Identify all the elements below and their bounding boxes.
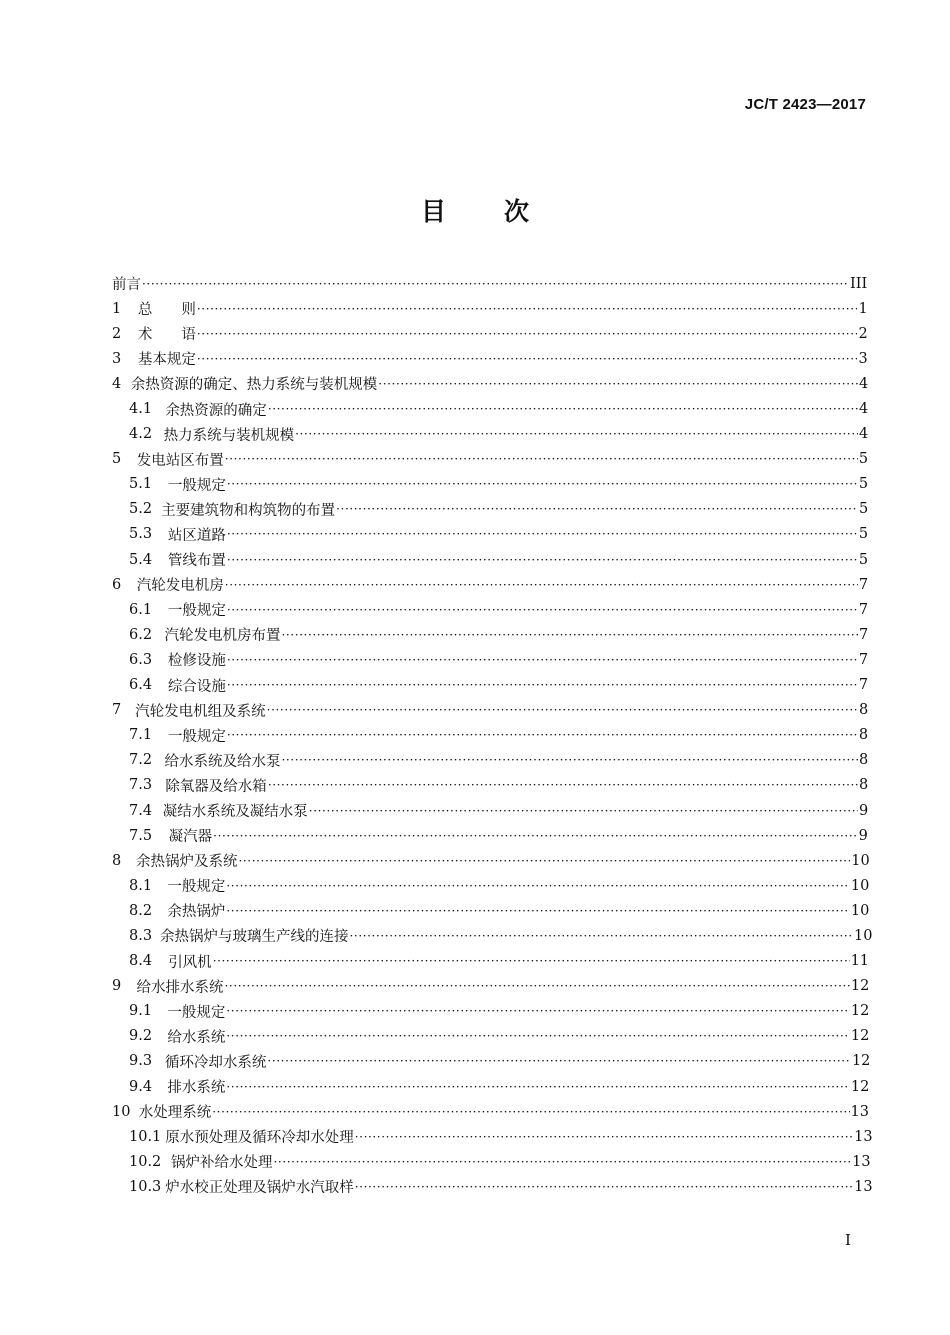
toc-entry[interactable] xyxy=(112,949,870,974)
toc-entry-page: 10 xyxy=(850,877,870,894)
toc-entry-label: 给水系统及给水泵 xyxy=(164,753,281,770)
toc-entry-page: 13 xyxy=(850,1103,869,1120)
toc-entry-page: 1 xyxy=(858,300,868,317)
toc-entry-label: 排水系统 xyxy=(167,1080,226,1097)
standard-code: JC/T 2423—2017 xyxy=(744,96,866,113)
toc-entry[interactable] xyxy=(112,371,867,396)
page-folio: I xyxy=(845,1231,851,1249)
toc-entry-label: 余热锅炉 xyxy=(167,904,226,921)
toc-entry-label: 余热资源的确定 xyxy=(165,402,267,419)
toc-entry-page: 3 xyxy=(858,350,868,367)
toc-entry-page: 7 xyxy=(858,677,869,694)
toc-leader-dots xyxy=(378,376,858,390)
toc-entry-number: 9.2 xyxy=(129,1028,153,1045)
toc-entry[interactable] xyxy=(112,1024,870,1049)
toc-leader-dots xyxy=(212,1104,849,1118)
toc-entry[interactable] xyxy=(112,647,867,672)
toc-entry-number: 10.3 xyxy=(129,1178,162,1195)
toc-entry[interactable] xyxy=(112,673,867,698)
toc-entry-number: 7.3 xyxy=(129,777,153,794)
toc-leader-dots xyxy=(227,677,858,691)
toc-entry-page: 7 xyxy=(858,601,869,618)
toc-entry[interactable] xyxy=(112,296,867,321)
toc-leader-dots xyxy=(274,1154,852,1168)
toc-leader-dots xyxy=(309,803,858,817)
toc-entry[interactable] xyxy=(112,723,867,748)
toc-entry-label: 汽轮发电机房布置 xyxy=(164,628,281,645)
toc-entry-number: 8 xyxy=(112,852,122,869)
toc-leader-dots xyxy=(227,602,858,616)
toc-entry-page: 12 xyxy=(850,978,870,995)
toc-entry[interactable] xyxy=(112,497,867,522)
toc-entry-label: 凝汽器 xyxy=(168,829,213,846)
toc-entry-label: 基本规定 xyxy=(137,352,196,369)
toc-entry-number: 8.1 xyxy=(129,877,153,894)
toc-entry-number: 8.2 xyxy=(129,902,153,919)
toc-entry-page: 5 xyxy=(858,451,869,468)
toc-entry-page: 11 xyxy=(850,953,870,970)
toc-entry-number: 1 xyxy=(112,300,122,317)
toc-leader-dots xyxy=(226,878,850,892)
toc-entry-page: 5 xyxy=(858,526,869,543)
toc-entry-page: 8 xyxy=(859,702,869,719)
toc-entry-number: 10 xyxy=(112,1103,131,1120)
toc-entry-page: 10 xyxy=(850,902,870,919)
toc-entry-page: 2 xyxy=(858,325,868,342)
toc-entry-number: 5.1 xyxy=(129,476,153,493)
toc-entry-page: 8 xyxy=(859,752,869,769)
toc-entry-page: 10 xyxy=(851,852,870,869)
toc-leader-dots xyxy=(226,1003,850,1017)
toc-leader-dots xyxy=(349,928,853,942)
toc-entry-label: 给水排水系统 xyxy=(136,979,224,996)
toc-leader-dots xyxy=(227,476,858,490)
toc-leader-dots xyxy=(213,828,858,842)
toc-leader-dots xyxy=(225,451,858,465)
toc-entry-label: 余热锅炉与玻璃生产线的连接 xyxy=(159,929,349,946)
toc-entry-label: 一般规定 xyxy=(167,1004,226,1021)
toc-entry[interactable] xyxy=(112,873,870,898)
toc-entry-number: 5.2 xyxy=(129,501,153,518)
toc-entry[interactable] xyxy=(112,848,870,873)
toc-entry[interactable] xyxy=(112,572,867,597)
toc-leader-dots xyxy=(336,501,858,515)
toc-leader-dots xyxy=(295,426,858,440)
toc-entry-page: 7 xyxy=(858,651,869,668)
toc-entry-number: 6.1 xyxy=(129,601,153,618)
toc-leader-dots xyxy=(197,301,858,315)
toc-entry-number: 4 xyxy=(112,375,122,392)
toc-entry[interactable] xyxy=(112,923,873,948)
toc-leader-dots xyxy=(281,627,858,641)
toc-entry[interactable] xyxy=(112,422,867,447)
toc-entry-number: 7.5 xyxy=(129,827,153,844)
toc-entry-number: 9.4 xyxy=(129,1078,153,1095)
toc-entry-label: 汽轮发电机组及系统 xyxy=(135,703,266,720)
toc-entry[interactable] xyxy=(112,1124,873,1149)
toc-entry-label: 水处理系统 xyxy=(138,1105,212,1122)
toc-leader-dots xyxy=(226,1028,850,1042)
toc-entry-label: 主要建筑物和构筑物的布置 xyxy=(161,502,336,519)
toc-entry[interactable] xyxy=(112,974,870,999)
toc-entry-page: 8 xyxy=(859,777,869,794)
toc-entry-page: 13 xyxy=(854,1178,873,1195)
toc-entry-label: 发电站区布置 xyxy=(136,452,224,469)
toc-entry-label: 一般规定 xyxy=(167,728,226,745)
toc-entry-number: 7.1 xyxy=(129,727,153,744)
toc-leader-dots xyxy=(213,953,850,967)
toc-entry-number: 8.4 xyxy=(129,953,153,970)
toc-entry-number: 10.2 xyxy=(129,1153,162,1170)
toc-entry-label: 前言 xyxy=(112,277,141,294)
toc-entry[interactable] xyxy=(112,321,867,346)
toc-entry-label: 循环冷却水系统 xyxy=(164,1054,267,1071)
toc-leader-dots xyxy=(227,552,858,566)
toc-entry[interactable] xyxy=(112,447,867,472)
toc-entry-page: 4 xyxy=(859,401,869,418)
toc-entry[interactable] xyxy=(112,999,870,1024)
toc-leader-dots xyxy=(197,351,858,365)
toc-entry-page: 13 xyxy=(852,1153,871,1170)
toc-entry-label: 余热锅炉及系统 xyxy=(135,854,238,871)
toc-entry[interactable] xyxy=(112,522,867,547)
toc-leader-dots xyxy=(227,526,858,540)
toc-entry-label: 综合设施 xyxy=(167,678,226,695)
toc-entry[interactable] xyxy=(112,748,867,773)
toc-entry-label: 总 则 xyxy=(137,302,196,319)
toc-entry[interactable] xyxy=(112,622,867,647)
toc-entry[interactable] xyxy=(112,798,867,823)
toc-entry-label: 汽轮发电机房 xyxy=(136,578,224,595)
toc-entry[interactable] xyxy=(112,1174,873,1199)
toc-entry[interactable] xyxy=(112,1049,871,1074)
toc-entry[interactable] xyxy=(112,823,867,848)
toc-entry[interactable] xyxy=(112,898,870,923)
toc-entry[interactable] xyxy=(112,773,867,798)
toc-entry-number: 8.3 xyxy=(129,927,153,944)
toc-entry-number: 6.2 xyxy=(129,626,153,643)
toc-entry-number: 9 xyxy=(112,978,122,995)
toc-entry[interactable] xyxy=(112,597,867,622)
toc-entry-number: 7.4 xyxy=(129,802,153,819)
toc-entry-page: 5 xyxy=(858,476,869,493)
title-char-2: 次 xyxy=(504,197,530,226)
toc-entry[interactable] xyxy=(112,396,867,421)
toc-leader-dots xyxy=(224,978,849,992)
toc-entry-label: 术 语 xyxy=(137,327,196,344)
toc-entry-number: 6.3 xyxy=(129,651,153,668)
toc-leader-dots xyxy=(267,702,858,716)
toc-entry-page: 5 xyxy=(858,551,869,568)
toc-entry-page: 4 xyxy=(859,375,869,392)
toc-leader-dots xyxy=(225,577,858,591)
toc-entry-number: 6 xyxy=(112,576,122,593)
toc-entry[interactable] xyxy=(112,472,867,497)
toc-leader-dots xyxy=(226,903,850,917)
page-title xyxy=(0,192,950,228)
toc-entry-label: 余热资源的确定、热力系统与装机规模 xyxy=(130,377,378,394)
toc-entry-page: 8 xyxy=(858,727,869,744)
toc-entry-label: 凝结水系统及凝结水泵 xyxy=(162,804,308,821)
toc-entry-label: 锅炉补给水处理 xyxy=(171,1155,273,1172)
toc-entry[interactable] xyxy=(112,698,867,723)
toc-entry-number: 5.3 xyxy=(129,526,153,543)
toc-entry-label: 炉水校正处理及锅炉水汽取样 xyxy=(165,1180,354,1197)
toc-entry-page: 9 xyxy=(859,802,869,819)
toc-entry-label: 热力系统与装机规模 xyxy=(163,427,295,444)
toc-leader-dots xyxy=(268,401,858,415)
toc-entry-label: 管线布置 xyxy=(167,553,226,570)
toc-entry-page: 12 xyxy=(851,1053,871,1070)
toc-entry[interactable] xyxy=(112,1074,870,1099)
toc-entry-label: 检修设施 xyxy=(167,653,226,670)
toc-entry-number: 7 xyxy=(112,702,122,719)
toc-entry-page: 7 xyxy=(859,626,869,643)
toc-entry-number: 9.1 xyxy=(129,1003,153,1020)
toc-leader-dots xyxy=(281,752,858,766)
toc-entry[interactable] xyxy=(112,271,867,296)
toc-entry-label: 一般规定 xyxy=(167,603,226,620)
toc-entry-label: 给水系统 xyxy=(167,1029,226,1046)
toc-entry-page: 12 xyxy=(850,1003,870,1020)
toc-entry[interactable] xyxy=(112,1099,867,1124)
table-of-contents xyxy=(112,271,873,1199)
toc-entry-page: 10 xyxy=(854,927,873,944)
toc-leader-dots xyxy=(227,727,858,741)
toc-entry-page: 9 xyxy=(858,827,868,844)
toc-entry-page: III xyxy=(850,275,868,292)
toc-entry-page: 12 xyxy=(850,1028,870,1045)
toc-entry-number: 9.3 xyxy=(129,1053,153,1070)
toc-entry-page: 13 xyxy=(854,1128,873,1145)
toc-entry-number: 4.1 xyxy=(129,401,153,418)
toc-entry-label: 一般规定 xyxy=(167,879,226,896)
toc-leader-dots xyxy=(267,1053,851,1067)
toc-entry-page: 12 xyxy=(850,1078,870,1095)
toc-leader-dots xyxy=(268,777,858,791)
toc-leader-dots xyxy=(238,853,850,867)
toc-entry[interactable] xyxy=(112,346,867,371)
title-char-1: 目 xyxy=(420,197,446,226)
toc-leader-dots xyxy=(197,326,858,340)
toc-entry-label: 一般规定 xyxy=(167,477,226,494)
toc-entry-number: 3 xyxy=(112,350,122,367)
toc-entry[interactable] xyxy=(112,547,867,572)
toc-entry-label: 除氧器及给水箱 xyxy=(165,778,267,795)
toc-entry-number: 6.4 xyxy=(129,677,153,694)
toc-leader-dots xyxy=(355,1129,853,1143)
toc-leader-dots xyxy=(142,276,849,290)
toc-entry-number: 7.2 xyxy=(129,752,153,769)
toc-leader-dots xyxy=(227,652,858,666)
toc-entry-page: 5 xyxy=(859,501,869,518)
toc-entry-number: 5.4 xyxy=(129,551,153,568)
toc-entry-number: 4.2 xyxy=(129,426,153,443)
toc-entry-number: 5 xyxy=(112,451,122,468)
toc-leader-dots xyxy=(226,1079,850,1093)
toc-leader-dots xyxy=(355,1179,853,1193)
toc-entry-label: 站区道路 xyxy=(167,527,226,544)
toc-entry-page: 7 xyxy=(858,576,869,593)
toc-entry[interactable] xyxy=(112,1149,871,1174)
toc-entry-number: 2 xyxy=(112,325,122,342)
toc-entry-number: 10.1 xyxy=(129,1128,162,1145)
toc-entry-label: 引风机 xyxy=(168,954,212,971)
toc-entry-label: 原水预处理及循环冷却水处理 xyxy=(165,1130,354,1147)
toc-entry-page: 4 xyxy=(859,426,869,443)
